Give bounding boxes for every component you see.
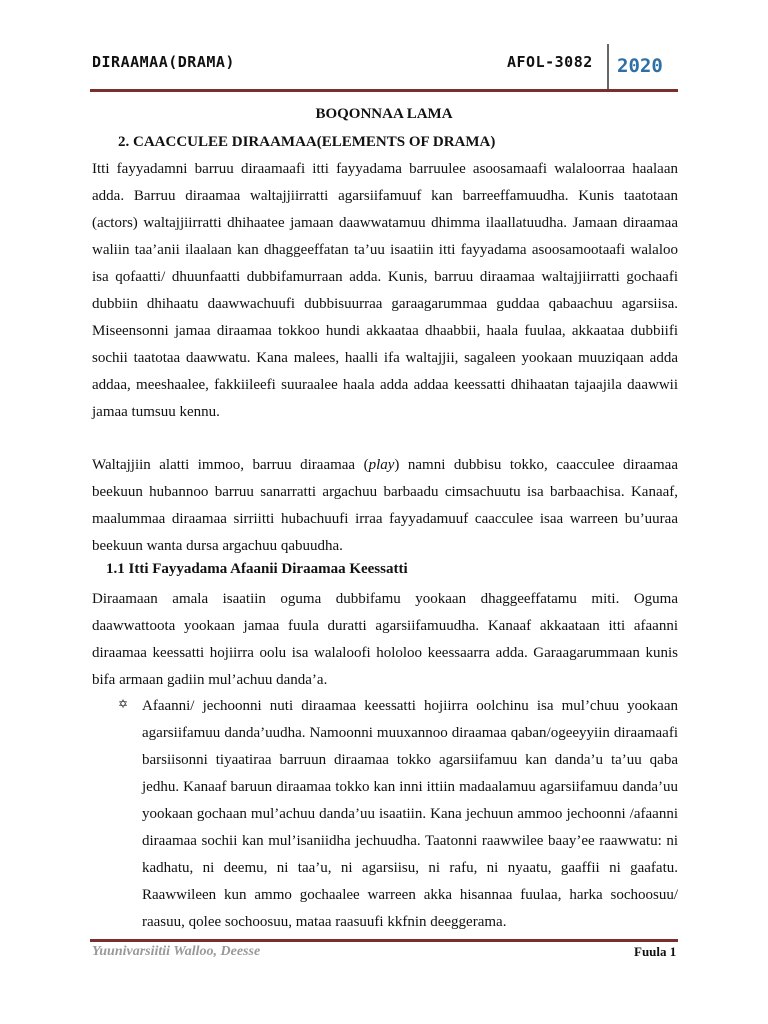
document-title: DIRAAMAA(DRAMA): [92, 53, 235, 71]
play-term: play: [368, 457, 395, 473]
bullet-item: [118, 693, 678, 936]
paragraph-language: Diraamaan amala isaatiin oguma dubbifamu yookaan dhaggeeffatamu miti. Oguma daawwattoota yookaan jamaa fuula duratti agarsiifamuudha. Kanaaf akkaataan itti afaanni diraamaa keessatti hojiirra oolu isa walaloofi hololoo keessaarra adda. Garaagarummaan kunis bifa armaan gadiin mul’achuu danda’a.: [92, 591, 678, 688]
chapter-title: BOQONNAA LAMA: [315, 106, 453, 122]
footer-institution: Yuunivarsiitii Walloo, Deesse: [92, 944, 261, 959]
header-divider: [607, 44, 609, 90]
header-year: 2020: [617, 55, 663, 77]
paragraph-intro: Itti fayyadamni barruu diraamaafi itti fayyadama barruulee asoosamaafi walaloorraa haalaan adda. Barruu diraamaa waltajjiirratti agarsiifamuuf kan barreeffamuudha. Kunis taatotaan (actors) waltajjiirratti dhihaatee jamaan daawwatamuu dhimma ilaallatuudha. Jamaan diraamaa waliin taa’anii ilaalaan kan dhaggeeffatan ta’uu isaatiin itti fayyadama asoosamootaafi walaloo isa qofaatti/ dhuunfaatti dubbifamurraan adda. Kunis, barruu diraamaa waltajjiirratti gochaafi dubbiin dhihaatu daawwachuufi dubbisuurraa garaagarummaa guddaa qabaachuu agarsiisa. Miseensonni jamaa diraamaa tokkoo hundi akkaataa dhaabbii, haala fuulaa, akkaataa dubbiifi sochii taatotaa daawwatu. Kana malees, haalli ifa waltajjii, sagaleen yookaan muuziqaan adda addaa, meeshaalee, fakkiileefi suuraalee haala adda addaa keessatti dhihaatan tajaajila daawwii jamaa tumsuu kennu.: [92, 161, 678, 420]
star-bullet-icon: ✡: [118, 697, 129, 711]
subsection-title: 1.1 Itti Fayyadama Afaanii Diraamaa Keessatti: [106, 561, 408, 577]
bullet-text: Afaanni/ jechoonni nuti diraamaa keessatti hojiirra oolchinu isa mul’chuu yookaan agarsiifamuu danda’uudha. Namoonni muuxannoo diraamaa qaban/ogeeyyiin diraamaafi barsiisonni tiyaatiraa barruun diraamaa tokko agarsiifamuu kan danda’u ta’uu qaba jedhu. Kanaaf baruun diraamaa tokko kan inni ittiin madaalamuu agarsiifamuu danda’uu yookaan gochaan mul’achuu danda’uu isaatiin. Kana jechuun ammoo jechoonni /afaanni diraamaa sochii kan mul’isaniidha jechuudha. Taatonni raawwilee baay’ee raawwatu: ni kadhatu, ni deemu, ni taa’u, ni agarsiisu, ni rafu, ni nyaatu, gaaffii ni gaafatu. Raawwileen kun ammo gochaalee warreen akka hisannaa fuulaa, harka sochoosuu/ raasuu, qolee sochoosuu, mataa raasuufi kkfnin deeggerama.: [142, 698, 678, 930]
paragraph-play-start: Waltajjiin alatti immoo, barruu diraamaa (: [92, 457, 369, 473]
page-number: Fuula 1: [634, 944, 677, 959]
paragraph-play: [92, 452, 678, 560]
section-title: 2. CAACCULEE DIRAAMAA(ELEMENTS OF DRAMA): [118, 134, 496, 150]
paragraph-play-end: ) namni dubbisu tokko, caacculee diraamaa beekuun hubannoo barruu sanarratti argachuu barbaadu cimsachuutu isa barbaachisa. Kanaaf, maalummaa diraamaa sirriitti hubachuufi irraa fayyadamuuf caacculee isaa warreen bu’uuraa beekuun wanta dursa argachuu qabuudha.: [92, 457, 678, 554]
footer-rule: [90, 939, 678, 942]
course-code: AFOL-3082: [507, 53, 593, 71]
header-rule: [90, 89, 678, 92]
